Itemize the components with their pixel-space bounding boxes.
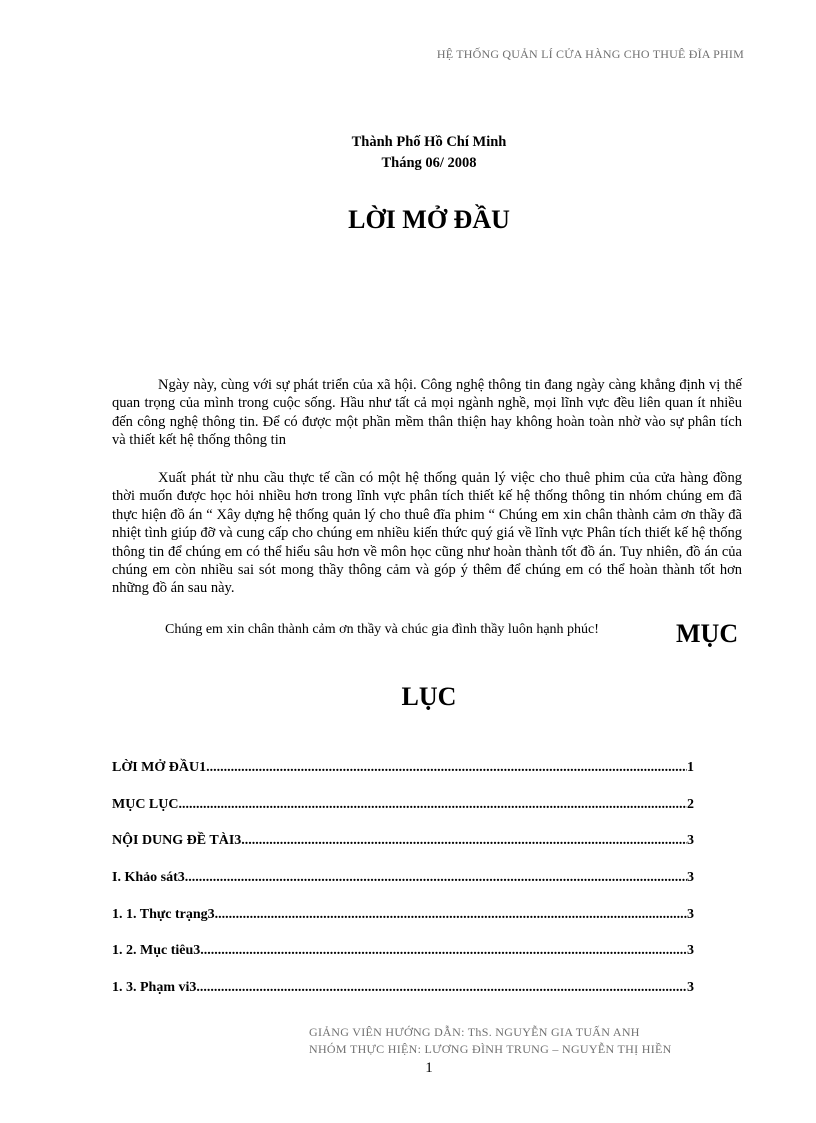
cover-date: Tháng 06/ 2008 [381,155,477,171]
running-header: HỆ THỐNG QUẢN LÍ CỬA HÀNG CHO THUÊ ĐĨA PHIM [436,47,744,61]
toc-entry[interactable] [112,797,694,834]
toc-entry-label: LỜI MỞ ĐẦU1 [112,760,207,775]
toc-entry[interactable] [112,907,694,944]
toc-entry-page: 3 [687,906,694,922]
toc-entry-label: MỤC LỤC [112,796,179,812]
toc-entry[interactable] [112,833,694,870]
toc-entry-page: 3 [687,870,694,886]
toc-leader-dots [196,980,687,996]
toc-entry[interactable] [112,760,694,797]
toc-entry-label: NỘI DUNG ĐỀ TÀI3 [112,833,242,849]
page-title: LỜI MỞ ĐẦU [348,205,510,234]
table-of-contents [112,760,694,1017]
toc-leader-dots [241,833,687,849]
toc-leader-dots [215,907,687,923]
toc-entry[interactable] [112,870,694,907]
footer-advisor: GIẢNG VIÊN HƯỚNG DẪN: ThS. NGUYỄN GIA TUẤN ANH [309,1025,640,1039]
intro-paragraph-1 [112,376,742,450]
toc-entry-label: 1. 3. Phạm vi3 [112,980,197,996]
toc-leader-dots [179,797,688,813]
paragraph-text: Ngày này, cùng với sự phát triển của xã hội. Công nghệ thông tin đang ngày càng khẳng định vị thế quan trọng của mình trong cuộc sống. Hầu như tất cả mọi ngành nghề, mọi lĩnh vực đều liên quan ít nhiều đến công nghệ thông tin. Để có được một phần mềm thân thiện hay không hoàn toàn nhờ vào sự phân tích và thiết kết hệ thống thông tin [112,377,742,449]
toc-entry[interactable] [112,980,694,1017]
toc-heading-part2: LỤC [401,682,457,711]
footer-team: NHÓM THỰC HIỆN: LƯƠNG ĐÌNH TRUNG – NGUYỄN THỊ HIỀN [309,1042,672,1056]
closing-line: Chúng em xin chân thành cảm ơn thầy và chúc gia đình thầy luôn hạnh phúc! [165,622,599,637]
intro-paragraph-2 [112,469,742,598]
toc-entry[interactable] [112,943,694,980]
paragraph-text: Xuất phát từ nhu cầu thực tế cần có một hệ thống quản lý việc cho thuê phim của cửa hàng đồng thời muốn được học hỏi nhiều hơn trong lĩnh vực phân tích thiết kế hệ thống thông tin nhóm chúng em đã thực hiện đồ án “ Xây dựng hệ thống quản lý cho thuê đĩa phim “ Chúng em xin chân thành cảm ơn thầy đã nhiệt tình giúp đỡ và cung cấp cho chúng em nhiều kiến thức quý giá về lĩnh vực Phân tích thiết kế hệ thống thông tin để chúng em có thể hiểu sâu hơn về môn học cũng như hoàn thành tốt đồ án. Tuy nhiên, đồ án của chúng em còn nhiều sai sót mong thầy thông cảm và góp ý thêm để chúng em có thể hoàn thành tốt hơn những đồ án sau này. [112,470,742,597]
toc-entry-page: 2 [687,796,694,812]
cover-city: Thành Phố Hồ Chí Minh [351,134,507,150]
toc-leader-dots [185,870,687,886]
page-number: 1 [425,1060,433,1076]
toc-entry-page: 3 [687,833,694,849]
toc-leader-dots [200,943,687,959]
toc-entry-label: 1. 1. Thực trạng3 [112,906,215,922]
toc-entry-page: 1 [687,760,694,775]
toc-heading-part1: MỤC [676,619,739,648]
toc-entry-label: 1. 2. Mục tiêu3 [112,943,201,959]
toc-leader-dots [206,760,687,776]
toc-entry-label: I. Khảo sát3 [112,870,185,886]
toc-entry-page: 3 [687,980,694,996]
toc-entry-page: 3 [687,943,694,959]
